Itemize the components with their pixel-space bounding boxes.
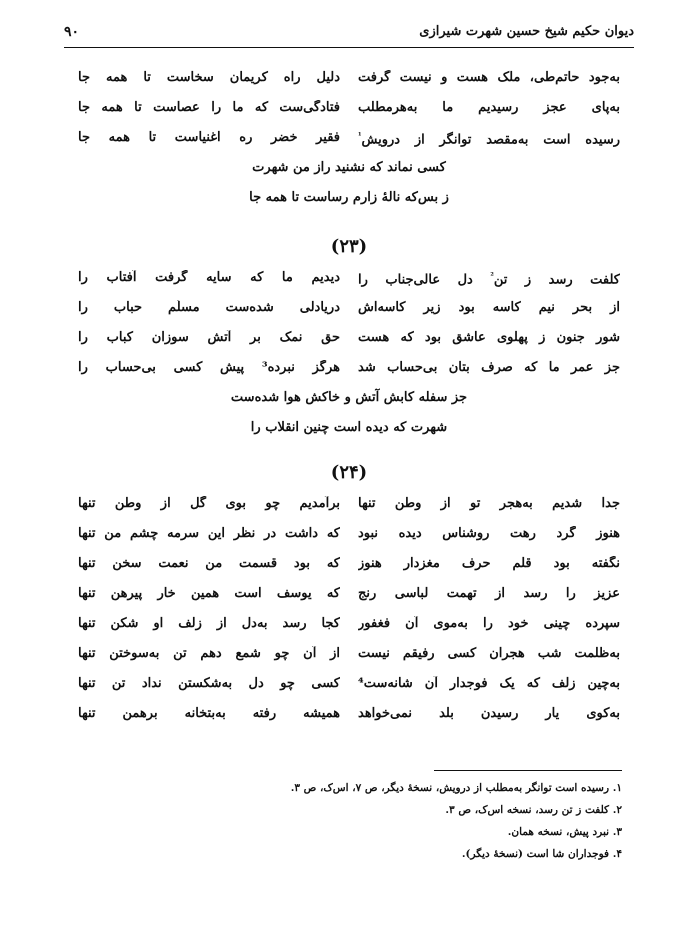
hemistich-first: به‌جود حاتم‌طی، ملک هست و نیست گرفت xyxy=(358,70,620,85)
couplet xyxy=(78,270,620,300)
hemistich-second: فتادگی‌ست که ما را عصاست تا همه جا xyxy=(78,100,340,115)
couplet xyxy=(78,706,620,736)
book-title: دیوان حکیم شیخ حسین شهرت شیرازی xyxy=(419,24,634,39)
hemistich-centered: کسی نماند که نشنید راز من شهرت xyxy=(252,160,446,175)
couplet xyxy=(78,360,620,390)
couplet xyxy=(78,616,620,646)
footnote-marker: ¹ xyxy=(358,130,362,140)
hemistich-first: به‌پای عجز رسیدیم ما به‌هرمطلب xyxy=(358,100,620,115)
couplet xyxy=(78,496,620,526)
couplet xyxy=(78,586,620,616)
hemistich-first: جدا شدیم به‌هجر تو از وطن تنها xyxy=(358,496,620,511)
hemistich-first: رسیده است به‌مقصد توانگر از درویش$^{^1}$ xyxy=(358,130,620,148)
running-header xyxy=(64,24,634,46)
couplet xyxy=(78,556,620,586)
poem-block-1 xyxy=(78,70,620,220)
ghazal-number: (۲۴) xyxy=(330,462,368,483)
footnotes xyxy=(200,782,622,870)
hemistich-second: که داشت در نظر این سرمه چشم من تنها xyxy=(78,526,340,541)
hemistich-centered: جز سفله کابش آتش و خاکش هوا شده‌ست xyxy=(230,390,468,405)
couplet xyxy=(78,70,620,100)
hemistich-second: که بود قسمت من نعمت سخن تنها xyxy=(78,556,340,571)
couplet-centered xyxy=(78,160,620,190)
hemistich-second: که یوسف است همین خار پیرهن تنها xyxy=(78,586,340,601)
couplet xyxy=(78,676,620,706)
hemistich-second: کجا رسد به‌دل از زلف او شکن تنها xyxy=(78,616,340,631)
footnote: ۱. رسیده است توانگر به‌مطلب از درویش، نسخهٔ دیگر، ص ۷، اس‌ک، ص ۳. xyxy=(290,782,622,794)
poem-block-2 xyxy=(78,270,620,450)
page-number: ۹۰ xyxy=(64,24,80,40)
couplet xyxy=(78,646,620,676)
couplet xyxy=(78,330,620,360)
hemistich-second: همیشه رفته به‌بتخانه برهمن تنها xyxy=(78,706,340,721)
hemistich-second: حق نمک بر آتش سوزان کباب را xyxy=(78,330,340,345)
footnote: ۲. کلفت ز تن رسد، نسخه اس‌ک، ص ۳. xyxy=(445,804,622,816)
footnote-marker: ² xyxy=(490,270,494,280)
hemistich-second: کسی چو دل به‌شکستن نداد تن تنها xyxy=(78,676,340,691)
hemistich-first: به‌کوی یار رسیدن بلد نمی‌خواهد xyxy=(358,706,620,721)
hemistich-centered: شهرت که دیده است چنین انقلاب را xyxy=(250,420,448,435)
hemistich-second: هرگز نبرده³ پیش کسی بی‌حساب را xyxy=(78,360,340,375)
hemistich-first: هنوز گرد رهت روشناس دیده نبود xyxy=(358,526,620,541)
hemistich-second: دلیل راه کریمان سخاست تا همه جا xyxy=(78,70,340,85)
hemistich-second: برآمدیم چو بوی گل از وطن تنها xyxy=(78,496,340,511)
hemistich-second: دیدیم ما که سایه گرفت آفتاب را xyxy=(78,270,340,285)
hemistich-first: از بحر نیم کاسه بود زیر کاسه‌اش xyxy=(358,300,620,315)
footnote: ۳. نبرد پیش، نسخه همان. xyxy=(507,826,622,838)
couplet-centered xyxy=(78,390,620,420)
hemistich-first: سپرده چینی خود را به‌موی آن فغفور xyxy=(358,616,620,631)
hemistich-first: شور جنون ز پهلوی عاشق بود که هست xyxy=(358,330,620,345)
hemistich-first: جز عمر ما که صرف بتان بی‌حساب شد xyxy=(358,360,620,375)
header-rule xyxy=(64,47,634,48)
hemistich-first: به‌ظلمت شب هجران کسی رفیقم نیست xyxy=(358,646,620,661)
couplet xyxy=(78,100,620,130)
couplet xyxy=(78,130,620,160)
couplet-centered xyxy=(78,190,620,220)
hemistich-first: به‌چین زلف که یک فوجدار آن شانه‌ست⁴ xyxy=(358,676,620,691)
couplet xyxy=(78,300,620,330)
footnote: ۴. فوجداران شا است (نسخهٔ دیگر). xyxy=(461,848,622,860)
hemistich-first: نگفته بود قلم حرف مغزدار هنوز xyxy=(358,556,620,571)
footnote-rule xyxy=(434,770,622,771)
couplet-centered xyxy=(78,420,620,450)
hemistich-second: فقیر خضر ره اغنیاست تا همه جا xyxy=(78,130,340,145)
ghazal-number: (۲۳) xyxy=(330,236,368,257)
hemistich-first: کلفت رسد ز تن$^{^2}$ دل عالی‌جناب را xyxy=(358,270,620,288)
hemistich-second: دریادلی شده‌ست مسلّم حباب را xyxy=(78,300,340,315)
couplet xyxy=(78,526,620,556)
hemistich-centered: ز بس‌که نالهٔ زارم رساست تا همه جا xyxy=(249,190,449,205)
hemistich-second: از آن چو شمع دهم تن به‌سوختن تنها xyxy=(78,646,340,661)
hemistich-first: عزیز را رسد از تهمت لباسی رنج xyxy=(358,586,620,601)
poem-block-3 xyxy=(78,496,620,736)
